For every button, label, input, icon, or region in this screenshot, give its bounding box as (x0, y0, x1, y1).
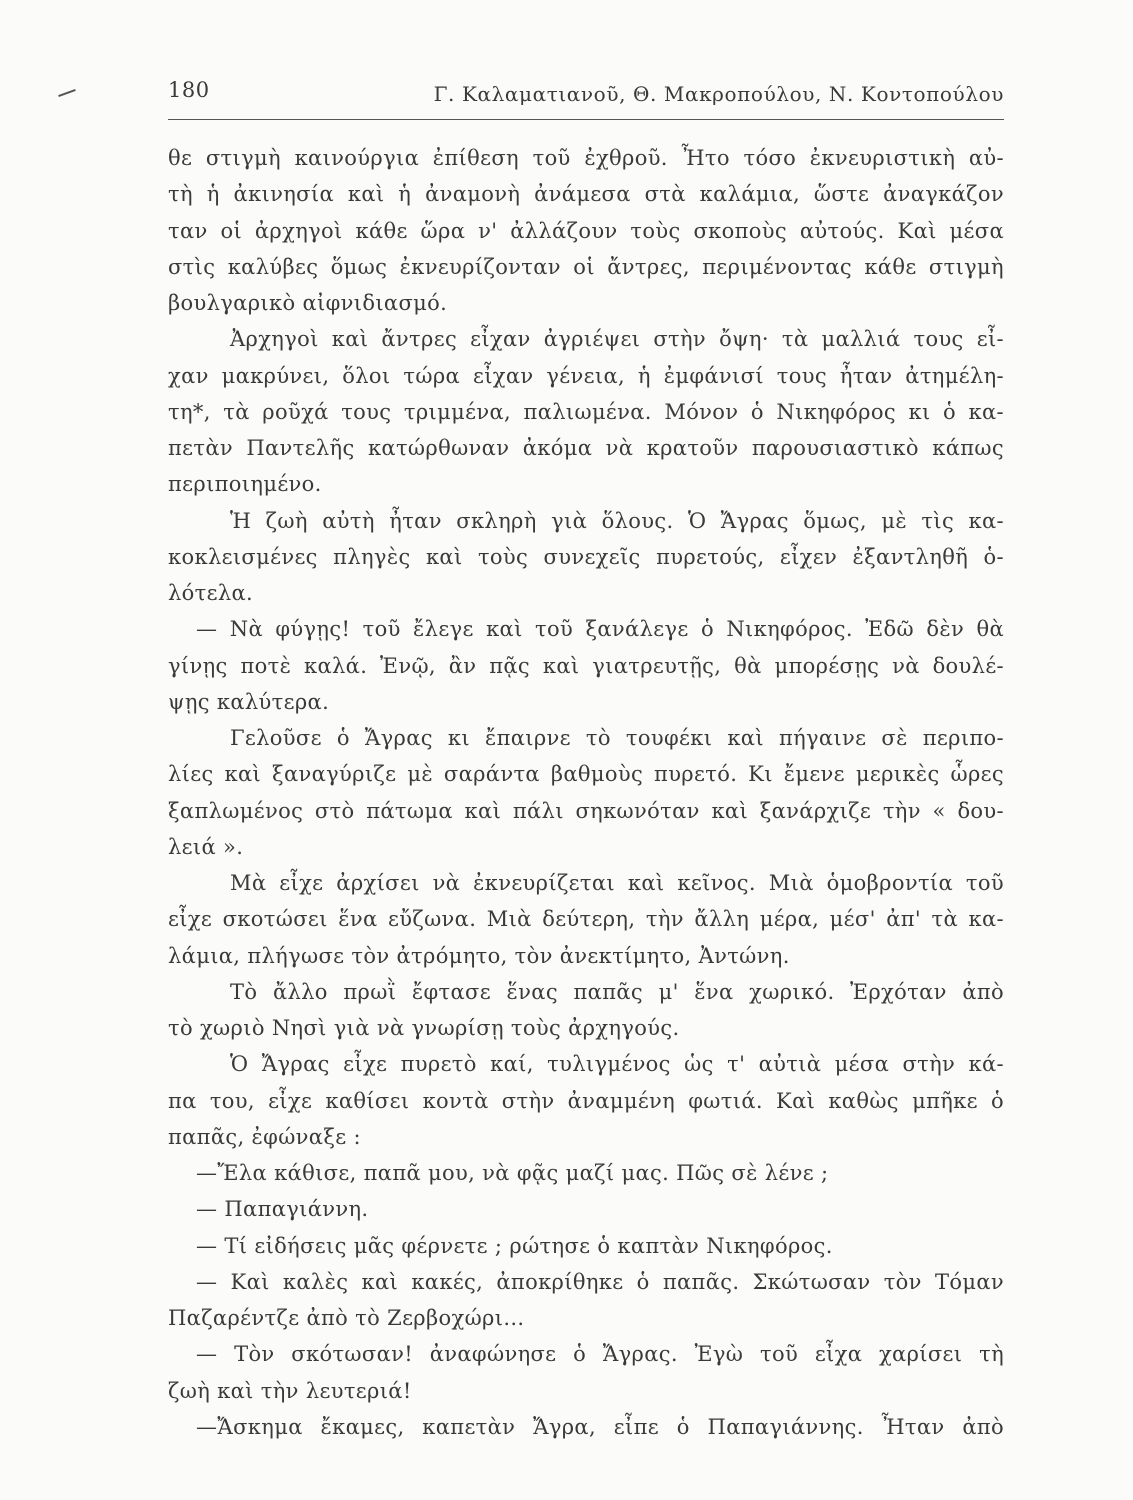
text-line: Παζαρέντζε ἀπὸ τὸ Ζερβοχώρι... (168, 1306, 525, 1330)
running-head: Γ. Καλαματιανοῦ, Θ. Μακροπούλου, Ν. Κοντοπούλου (433, 82, 1004, 106)
body-text (168, 140, 1004, 1445)
text-line: τὸ χωριὸ Νησὶ γιὰ νὰ γνωρίσῃ τοὺς ἀρχηγούς. (168, 1016, 680, 1040)
text-line: —Ἄσκημα ἔκαμες, καπετὰν Ἄγρα, εἶπε ὁ Παπαγιάννης. Ἦταν ἀπὸ (196, 1414, 1004, 1439)
text-line: ζωὴ καὶ τὴν λευτεριά! (168, 1378, 412, 1403)
text-line: πα του, εἶχε καθίσει κοντὰ στὴν ἀναμμένη φωτιά. Καὶ καθὼς μπῆκε ὁ (168, 1088, 1004, 1113)
text-line: κοκλεισμένες πληγὲς καὶ τοὺς συνεχεῖς πυρετούς, εἶχεν ἐξαντληθῆ ὁ- (168, 544, 1004, 569)
text-line: λίες καὶ ξαναγύριζε μὲ σαράντα βαθμοὺς πυρετό. Κι ἔμενε μερικὲς ὧρες (168, 762, 1004, 787)
page-header (168, 74, 1004, 116)
text-line: Μὰ εἶχε ἀρχίσει νὰ ἐκνευρίζεται καὶ κεῖνος. Μιὰ ὁμοβροντία τοῦ (230, 871, 1004, 895)
text-line: χαν μακρύνει, ὅλοι τώρα εἶχαν γένεια, ἡ ἐμφάνισί τους ἦταν ἀτημέλη- (168, 363, 1004, 388)
text-line: θε στιγμὴ καινούργια ἐπίθεση τοῦ ἐχθροῦ. Ἦτο τόσο ἐκνευριστικὴ αὐ- (168, 146, 1004, 170)
text-line: Ἡ ζωὴ αὐτὴ ἦταν σκληρὴ γιὰ ὅλους. Ὁ Ἄγρας ὅμως, μὲ τὶς κα- (230, 508, 1004, 533)
text-line: Τὸ ἄλλο πρωῒ ἔφτασε ἕνας παπᾶς μ' ἕνα χωρικό. Ἐρχόταν ἀπὸ (230, 979, 1004, 1004)
margin-mark (58, 89, 76, 97)
page-number: 180 (168, 78, 210, 102)
text-line: — Παπαγιάννη. (196, 1197, 369, 1222)
text-line: — Καὶ καλὲς καὶ κακές, ἀποκρίθηκε ὁ παπᾶς. Σκώτωσαν τὸν Τόμαν (196, 1269, 1004, 1294)
text-line: —Ἔλα κάθισε, παπᾶ μου, νὰ φᾷς μαζί μας. Πῶς σὲ λένε ; (196, 1161, 829, 1185)
text-line: περιποιημένο. (168, 472, 322, 497)
text-line: ψῃς καλύτερα. (168, 689, 330, 714)
text-line: ταν οἱ ἀρχηγοὶ κάθε ὥρα ν' ἀλλάζουν τοὺς σκοποὺς αὐτούς. Καὶ μέσα (168, 218, 1004, 243)
text-line: παπᾶς, ἐφώναξε : (168, 1124, 361, 1149)
text-line: πετὰν Παντελῆς κατώρθωναν ἀκόμα νὰ κρατοῦν παρουσιαστικὸ κάπως (168, 436, 1004, 460)
text-line: Ὁ Ἄγρας εἶχε πυρετὸ καί, τυλιγμένος ὡς τ' αὐτιὰ μέσα στὴν κά- (230, 1052, 1004, 1077)
text-line: ξαπλωμένος στὸ πάτωμα καὶ πάλι σηκωνόταν καὶ ξανάρχιζε τὴν « δου- (168, 798, 1004, 823)
text-line: λότελα. (168, 581, 254, 605)
text-line: βουλγαρικὸ αἰφνιδιασμό. (168, 291, 448, 315)
text-line: γίνῃς ποτὲ καλά. Ἐνῷ, ἂν πᾷς καὶ γιατρευτῇς, θὰ μπορέσῃς νὰ δουλέ- (168, 653, 1004, 678)
text-line: λάμια, πλήγωσε τὸν ἀτρόμητο, τὸν ἀνεκτίμητο, Ἀντώνη. (168, 943, 790, 968)
text-line: τη*, τὰ ροῦχά τους τριμμένα, παλιωμένα. Μόνον ὁ Νικηφόρος κι ὁ κα- (168, 399, 1004, 424)
text-line: εἶχε σκοτώσει ἕνα εὔζωνα. Μιὰ δεύτερη, τὴν ἄλλη μέρα, μέσ' ἀπ' τὰ κα- (168, 907, 1004, 932)
text-line: — Τί εἰδήσεις μᾶς φέρνετε ; ρώτησε ὁ καπτὰν Νικηφόρος. (196, 1233, 833, 1258)
text-line: — Τὸν σκότωσαν! ἀναφώνησε ὁ Ἄγρας. Ἐγὼ τοῦ εἶχα χαρίσει τὴ (196, 1342, 1004, 1367)
text-line: λειά ». (168, 834, 244, 859)
text-line: Ἀρχηγοὶ καὶ ἄντρες εἶχαν ἀγριέψει στὴν ὄψη· τὰ μαλλιά τους εἶ- (230, 327, 1004, 352)
header-rule (168, 119, 1004, 120)
text-line: — Νὰ φύγῃς! τοῦ ἔλεγε καὶ τοῦ ξανάλεγε ὁ Νικηφόρος. Ἐδῶ δὲν θὰ (196, 617, 1004, 642)
text-line: τὴ ἡ ἀκινησία καὶ ἡ ἀναμονὴ ἀνάμεσα στὰ καλάμια, ὥστε ἀναγκάζον (168, 182, 1004, 207)
text-line: Γελοῦσε ὁ Ἄγρας κι ἔπαιρνε τὸ τουφέκι καὶ πήγαινε σὲ περιπο- (230, 726, 1004, 750)
text-line: στὶς καλύβες ὅμως ἐκνευρίζονταν οἱ ἄντρες, περιμένοντας κάθε στιγμὴ (168, 254, 1004, 279)
